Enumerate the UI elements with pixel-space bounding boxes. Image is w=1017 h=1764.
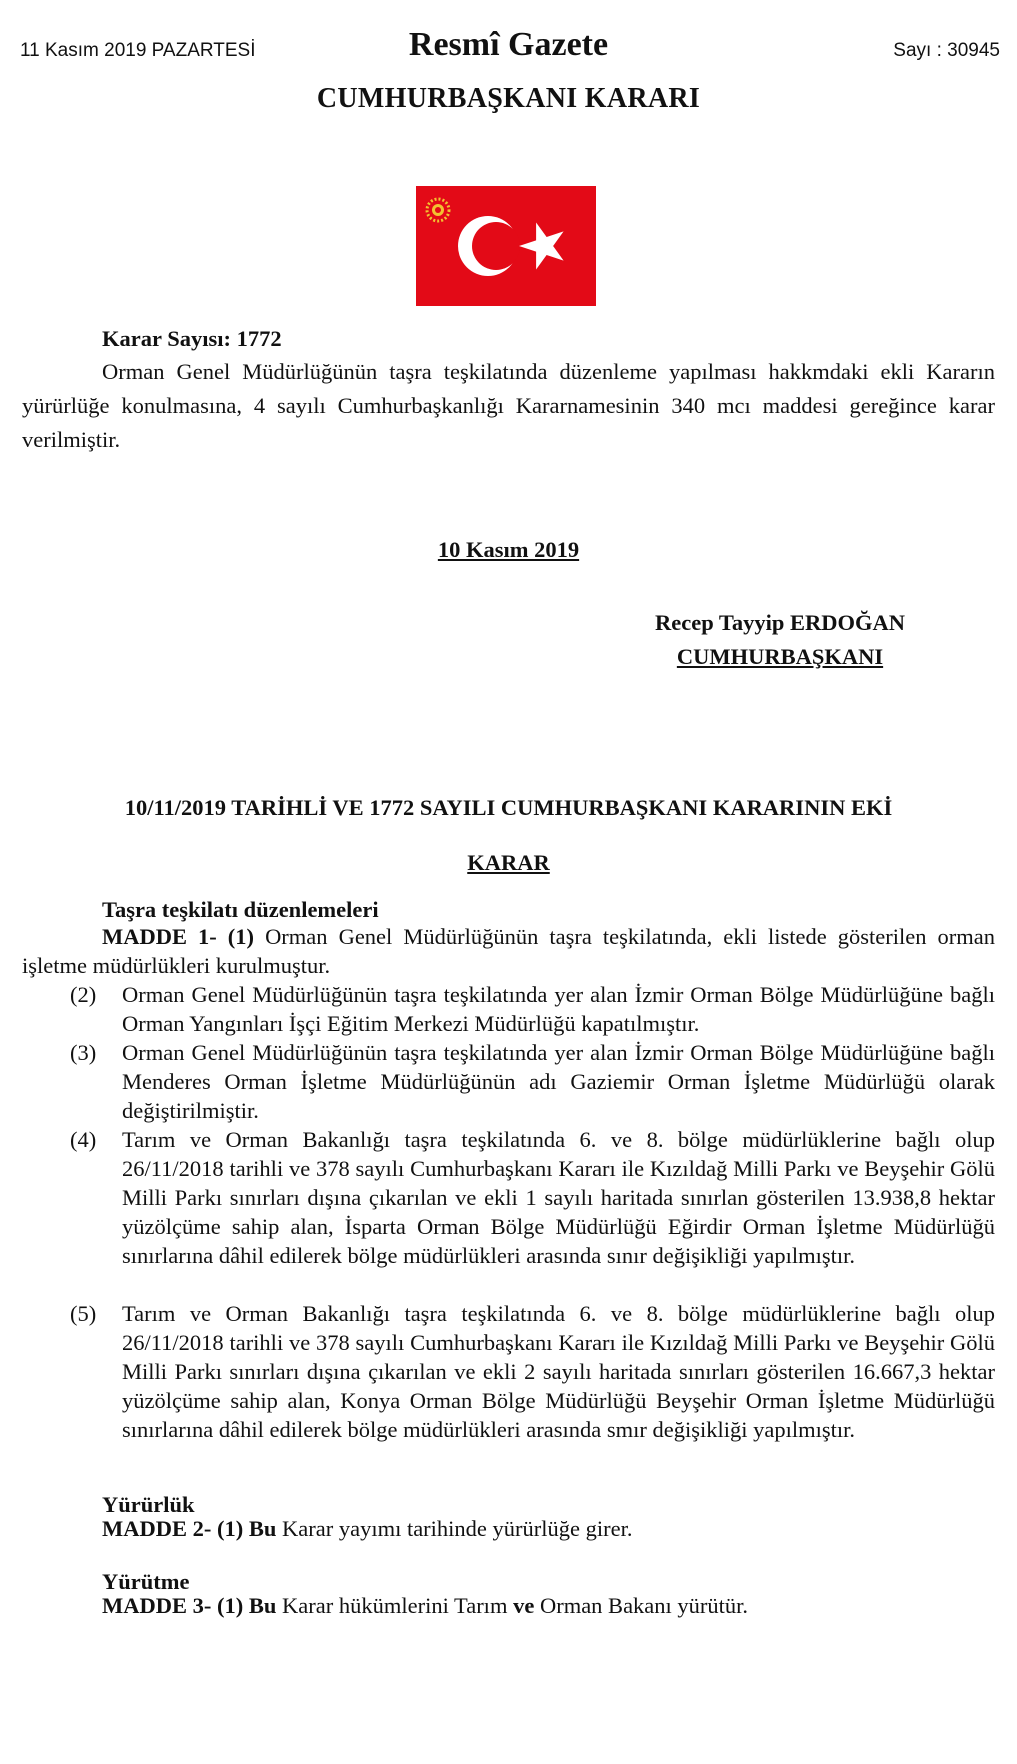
signer-title — [560, 640, 1000, 674]
signer-title-text: CUMHURBAŞKANI — [676, 644, 884, 669]
article-3-text-b: Orman Bakanı yürütür. — [539, 1593, 749, 1618]
article-3-text-a: Karar hükümlerini Tarım — [282, 1593, 508, 1618]
list-item — [70, 980, 995, 1038]
annex-heading — [0, 846, 1017, 880]
decree-type-heading: CUMHURBAŞKANI KARARI — [316, 83, 701, 114]
gazette-issue-number: Sayı : 30945 — [893, 40, 1000, 61]
intro-paragraph: Orman Genel Müdürlüğünün taşra teşkilatında düzenleme yapılması hakkmdaki ekli Kararın yürürlüğe konulmasına, 4 sayılı Cumhurbaşkanlığı Kararnamesinin 340 mcı maddesi gereğince karar verilmiştir. — [22, 359, 995, 452]
article-3-label: MADDE 3- (1) Bu — [102, 1593, 277, 1618]
decree-number: Karar Sayısı: 1772 — [102, 326, 282, 351]
article-2 — [102, 1514, 1002, 1543]
list-item-number: (3) — [70, 1040, 97, 1065]
list-item-number: (5) — [70, 1301, 97, 1326]
list-item-number: (4) — [70, 1127, 97, 1152]
list-item-text: Orman Genel Müdürlüğünün taşra teşkilatında yer alan İzmir Orman Bölge Müdürlüğüne bağlı Orman Yangınları İşçi Eğitim Merkezi Müdürlüğü kapatılmıştır. — [122, 982, 995, 1036]
section-heading-tasra: Taşra teşkilatı düzenlemeleri — [102, 897, 379, 922]
annex-title: 10/11/2019 TARİHLİ VE 1772 SAYILI CUMHURBAŞKANI KARARININ EKİ — [124, 795, 893, 820]
signer-name: Recep Tayyip ERDOĞAN — [654, 610, 906, 635]
article-2-text: Karar yayımı tarihinde yürürlüğe girer. — [282, 1516, 633, 1541]
list-item — [70, 1038, 995, 1125]
list-item — [70, 1299, 995, 1444]
list-item-text: Tarım ve Orman Bakanlığı taşra teşkilatında 6. ve 8. bölge müdürlüklerine bağlı olup 26/11/2018 tarihli ve 378 sayılı Cumhurbaşkanı Kararı ile Kızıldağ Milli Parkı ve Beyşehir Gölü Milli Parkı sınırları dışına çıkarılan ve ekli 2 sayılı haritada sınırları gösterilen 16.667,3 hektar yüzölçüme sahip alan, Konya Orman Bölge Müdürlüğü Beyşehir Orman İşletme Müdürlüğü sınırlarına dâhil edilerek bölge müdürlükleri arasında smır değişikliği yapılmıştır. — [122, 1301, 995, 1442]
article-1-text: Orman Genel Müdürlüğünün taşra teşkilatında, ekli listede gösterilen orman işletme müdürlükleri kurulmuştur. — [22, 924, 996, 978]
list-item-number: (2) — [70, 982, 97, 1007]
signature-date: 10 Kasım 2019 — [437, 537, 580, 562]
list-item — [70, 1125, 995, 1270]
annex-heading-text: KARAR — [467, 850, 550, 875]
section-heading-yururluk: Yürürlük — [102, 1492, 195, 1517]
list-item-text: Orman Genel Müdürlüğünün taşra teşkilatında yer alan İzmir Orman Bölge Müdürlüğüne bağlı Menderes Orman İşletme Müdürlüğünün adı Gaziemir Orman İşletme Müdürlüğü olarak değiştirilmiştir. — [122, 1040, 995, 1123]
article-2-label: MADDE 2- (1) Bu — [102, 1516, 277, 1541]
turkish-flag-icon — [416, 186, 596, 306]
article-1 — [22, 922, 995, 980]
gazette-title: Resmî Gazete — [408, 26, 609, 63]
article-1-label: MADDE 1- (1) — [102, 924, 255, 949]
list-item-text: Tarım ve Orman Bakanlığı taşra teşkilatında 6. ve 8. bölge müdürlüklerine bağlı olup 26/11/2018 tarihli ve 378 sayılı Cumhurbaşkanı Kararı ile Kızıldağ Milli Parkı ve Beyşehir Gölü Milli Parkı sınırları dışına çıkarılan ve ekli 1 sayılı haritada sınırlan gösterilen 13.938,8 hektar yüzölçüme sahip alan, İsparta Orman Bölge Müdürlüğü Eğirdir Orman İşletme Müdürlüğü sınırlarına dâhil edilerek bölge müdürlükleri arasında sınır değişikliği yapılmıştır. — [122, 1127, 995, 1268]
gazette-date: 11 Kasım 2019 PAZARTESİ — [20, 40, 256, 61]
section-heading-yurutme: Yürütme — [102, 1569, 190, 1594]
article-3-conj: ve — [513, 1593, 535, 1618]
article-3 — [102, 1591, 1002, 1620]
